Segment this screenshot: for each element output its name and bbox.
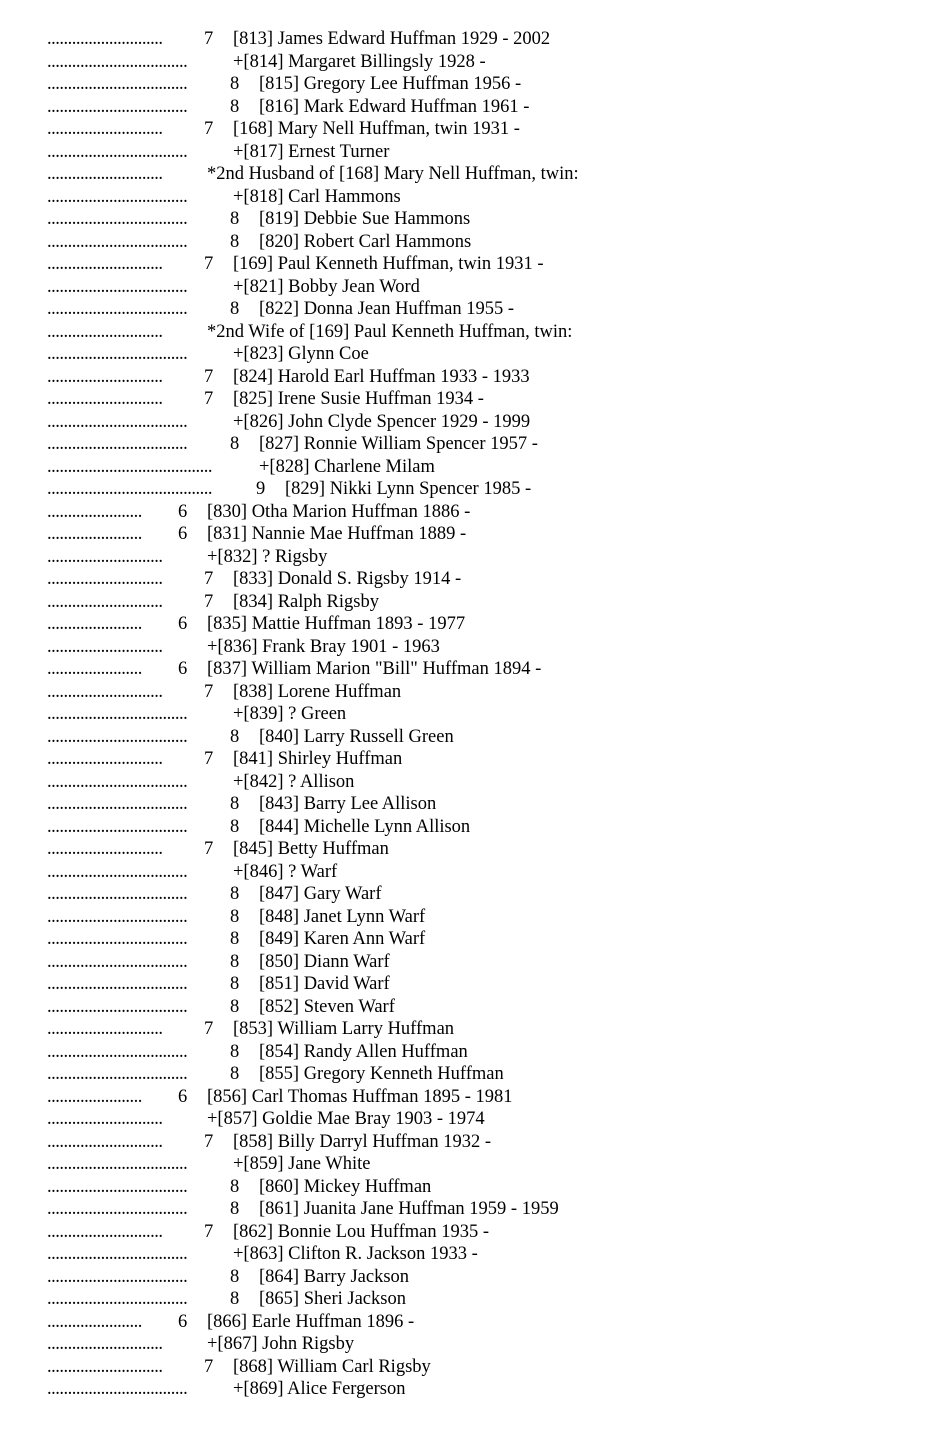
leader-dots: ............................: [47, 749, 163, 769]
leader-dots: .......................: [47, 659, 142, 679]
leader-dots: ..................................: [47, 1154, 188, 1174]
leader-dots: ..................................: [47, 906, 188, 927]
person-name: [864] Barry Jackson: [259, 1266, 410, 1287]
generation-number: 8: [230, 231, 240, 252]
spouse-name: +[832] ? Rigsby: [207, 546, 328, 567]
person-name: [844] Michelle Lynn Allison: [259, 816, 471, 837]
leader-dots: ..................................: [47, 1379, 188, 1399]
spouse-name: +[863] Clifton R. Jackson 1933 -: [233, 1244, 478, 1264]
leader-dots: ............................: [47, 839, 163, 859]
leader-dots: ..................................: [47, 884, 188, 904]
generation-number: 8: [230, 996, 240, 1017]
generation-number: 6: [178, 1086, 188, 1107]
leader-dots: ..................................: [47, 51, 188, 72]
person-name: [819] Debbie Sue Hammons: [259, 209, 471, 229]
leader-dots: .......................: [47, 1086, 142, 1107]
person-name: [856] Carl Thomas Huffman 1895 - 1981: [207, 1086, 513, 1107]
leader-dots: ..................................: [47, 704, 188, 724]
person-name: [858] Billy Darryl Huffman 1932 -: [233, 1131, 492, 1152]
person-name: [855] Gregory Kenneth Huffman: [259, 1064, 504, 1084]
person-name: [852] Steven Warf: [259, 996, 395, 1017]
spouse-name: +[859] Jane White: [233, 1154, 371, 1174]
generation-number: 8: [230, 974, 240, 994]
person-name: [840] Larry Russell Green: [259, 726, 454, 747]
generation-number: 6: [178, 614, 188, 634]
person-name: [843] Barry Lee Allison: [259, 794, 437, 814]
leader-dots: ..................................: [47, 141, 188, 162]
spouse-name: +[846] ? Warf: [233, 861, 338, 882]
generation-number: 7: [204, 569, 214, 589]
generation-number: 7: [204, 749, 214, 769]
spouse-name: +[839] ? Green: [233, 704, 347, 724]
person-name: [815] Gregory Lee Huffman 1956 -: [259, 74, 522, 94]
generation-number: 8: [230, 1064, 240, 1084]
person-name: [831] Nannie Mae Huffman 1889 -: [207, 524, 467, 544]
person-name: [848] Janet Lynn Warf: [259, 906, 426, 927]
generation-number: 8: [230, 1289, 240, 1309]
person-name: [860] Mickey Huffman: [259, 1176, 432, 1197]
leader-dots: ..................................: [47, 816, 188, 837]
leader-dots: ............................: [47, 591, 163, 612]
spouse-name: +[821] Bobby Jean Word: [233, 276, 420, 297]
person-name: [866] Earle Huffman 1896 -: [207, 1311, 415, 1332]
generation-number: 7: [204, 1221, 214, 1242]
leader-dots: ............................: [47, 164, 163, 184]
person-name: [835] Mattie Huffman 1893 - 1977: [207, 614, 466, 634]
leader-dots: ..................................: [47, 299, 188, 319]
leader-dots: ..................................: [47, 411, 188, 432]
spouse-name: +[823] Glynn Coe: [233, 344, 369, 364]
leader-dots: ..................................: [47, 1244, 188, 1264]
leader-dots: ............................: [47, 1109, 163, 1129]
spouse-name: +[842] ? Allison: [233, 771, 355, 792]
person-name: [849] Karen Ann Warf: [259, 929, 426, 949]
person-name: [841] Shirley Huffman: [233, 749, 403, 769]
generation-number: 8: [230, 906, 240, 927]
spouse-name: +[814] Margaret Billingsly 1928 -: [233, 51, 486, 72]
leader-dots: .......................: [47, 501, 142, 522]
generation-number: 8: [230, 794, 240, 814]
spouse-name: +[869] Alice Fergerson: [233, 1379, 406, 1399]
marriage-note: *2nd Husband of [168] Mary Nell Huffman, twin:: [207, 164, 579, 184]
leader-dots: ............................: [47, 1221, 163, 1242]
leader-dots: ..................................: [47, 96, 188, 117]
leader-dots: ..................................: [47, 434, 188, 454]
person-name: [824] Harold Earl Huffman 1933 - 1933: [233, 366, 530, 387]
leader-dots: ............................: [47, 1356, 163, 1377]
leader-dots: ..................................: [47, 1176, 188, 1197]
leader-dots: ............................: [47, 389, 163, 409]
generation-number: 6: [178, 501, 188, 522]
person-name: [820] Robert Carl Hammons: [259, 231, 472, 252]
leader-dots: ..................................: [47, 231, 188, 252]
person-name: [851] David Warf: [259, 974, 390, 994]
leader-dots: ..................................: [47, 974, 188, 994]
leader-dots: ..................................: [47, 344, 188, 364]
generation-number: 7: [204, 254, 214, 274]
leader-dots: ............................: [47, 1019, 163, 1039]
generation-number: 8: [230, 434, 240, 454]
leader-dots: ........................................: [47, 456, 212, 477]
person-name: [816] Mark Edward Huffman 1961 -: [259, 96, 530, 117]
leader-dots: ............................: [47, 1334, 163, 1354]
spouse-name: +[817] Ernest Turner: [233, 141, 390, 162]
leader-dots: .......................: [47, 1311, 142, 1332]
leader-dots: .......................: [47, 524, 142, 544]
generation-number: 7: [204, 839, 214, 859]
generation-number: 8: [230, 951, 240, 972]
person-name: [861] Juanita Jane Huffman 1959 - 1959: [259, 1199, 559, 1219]
generation-number: 7: [204, 29, 214, 49]
generation-number: 7: [204, 366, 214, 387]
leader-dots: ............................: [47, 1131, 163, 1152]
generation-number: 8: [230, 1041, 240, 1062]
generation-number: 8: [230, 929, 240, 949]
leader-dots: ........................................: [47, 479, 212, 499]
leader-dots: ............................: [47, 321, 163, 342]
leader-dots: ..................................: [47, 276, 188, 297]
leader-dots: ..................................: [47, 1199, 188, 1219]
person-name: [168] Mary Nell Huffman, twin 1931 -: [233, 119, 520, 139]
generation-number: 7: [204, 1019, 214, 1039]
leader-dots: ..................................: [47, 1041, 188, 1062]
person-name: [833] Donald S. Rigsby 1914 -: [233, 569, 462, 589]
spouse-name: +[828] Charlene Milam: [259, 456, 435, 477]
person-name: [825] Irene Susie Huffman 1934 -: [233, 389, 484, 409]
leader-dots: ..................................: [47, 1266, 188, 1287]
generation-number: 8: [230, 726, 240, 747]
leader-dots: ............................: [47, 636, 163, 657]
person-name: [829] Nikki Lynn Spencer 1985 -: [285, 479, 532, 499]
generation-number: 8: [230, 1176, 240, 1197]
leader-dots: ..................................: [47, 186, 188, 207]
person-name: [847] Gary Warf: [259, 884, 382, 904]
person-name: [822] Donna Jean Huffman 1955 -: [259, 299, 514, 319]
leader-dots: ..................................: [47, 1289, 188, 1309]
generation-number: 6: [178, 659, 188, 679]
generation-number: 8: [230, 96, 240, 117]
leader-dots: ..................................: [47, 726, 188, 747]
person-name: [865] Sheri Jackson: [259, 1289, 406, 1309]
leader-dots: ............................: [47, 681, 163, 702]
generation-number: 8: [230, 74, 240, 94]
spouse-name: +[836] Frank Bray 1901 - 1963: [207, 636, 440, 657]
generation-number: 7: [204, 681, 214, 702]
person-name: [830] Otha Marion Huffman 1886 -: [207, 501, 471, 522]
person-name: [837] William Marion "Bill" Huffman 1894 -: [207, 659, 542, 679]
leader-dots: ............................: [47, 254, 163, 274]
person-name: [827] Ronnie William Spencer 1957 -: [259, 434, 538, 454]
generation-number: 8: [230, 816, 240, 837]
spouse-name: +[818] Carl Hammons: [233, 186, 401, 207]
leader-dots: ..................................: [47, 996, 188, 1017]
person-name: [854] Randy Allen Huffman: [259, 1041, 468, 1062]
generation-number: 8: [230, 209, 240, 229]
person-name: [845] Betty Huffman: [233, 839, 389, 859]
person-name: [862] Bonnie Lou Huffman 1935 -: [233, 1221, 490, 1242]
generation-number: 8: [230, 1266, 240, 1287]
generation-number: 8: [230, 299, 240, 319]
person-name: [853] William Larry Huffman: [233, 1019, 455, 1039]
generation-number: 6: [178, 524, 188, 544]
person-name: [834] Ralph Rigsby: [233, 591, 379, 612]
person-name: [169] Paul Kenneth Huffman, twin 1931 -: [233, 254, 544, 274]
spouse-name: +[857] Goldie Mae Bray 1903 - 1974: [207, 1109, 485, 1129]
leader-dots: ............................: [47, 29, 163, 49]
person-name: [813] James Edward Huffman 1929 - 2002: [233, 29, 551, 49]
leader-dots: ..................................: [47, 771, 188, 792]
leader-dots: ..................................: [47, 1064, 188, 1084]
leader-dots: ..................................: [47, 794, 188, 814]
generation-number: 7: [204, 1356, 214, 1377]
leader-dots: ............................: [47, 569, 163, 589]
generation-number: 7: [204, 1131, 214, 1152]
leader-dots: ..................................: [47, 861, 188, 882]
leader-dots: ..................................: [47, 929, 188, 949]
leader-dots: ............................: [47, 546, 163, 567]
generation-number: 6: [178, 1311, 188, 1332]
leader-dots: ............................: [47, 366, 163, 387]
leader-dots: .......................: [47, 614, 142, 634]
spouse-name: +[826] John Clyde Spencer 1929 - 1999: [233, 411, 531, 432]
leader-dots: ............................: [47, 119, 163, 139]
marriage-note: *2nd Wife of [169] Paul Kenneth Huffman, twin:: [207, 321, 573, 342]
generation-number: 8: [230, 884, 240, 904]
person-name: [838] Lorene Huffman: [233, 681, 402, 702]
generation-number: 9: [256, 479, 266, 499]
generation-number: 8: [230, 1199, 240, 1219]
spouse-name: +[867] John Rigsby: [207, 1334, 355, 1354]
leader-dots: ..................................: [47, 951, 188, 972]
leader-dots: ..................................: [47, 74, 188, 94]
person-name: [868] William Carl Rigsby: [233, 1356, 431, 1377]
leader-dots: ..................................: [47, 209, 188, 229]
generation-number: 7: [204, 119, 214, 139]
generation-number: 7: [204, 591, 214, 612]
person-name: [850] Diann Warf: [259, 951, 390, 972]
generation-number: 7: [204, 389, 214, 409]
